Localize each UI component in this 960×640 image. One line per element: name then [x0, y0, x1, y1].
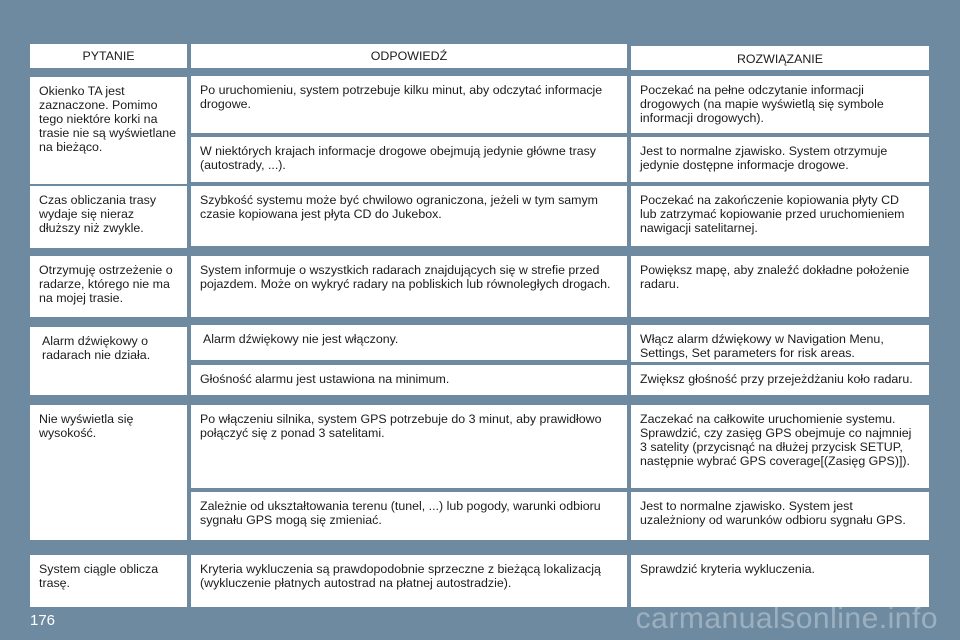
solution-cell: Powiększ mapę, aby znaleźć dokładne położenie radaru.	[631, 256, 929, 317]
answer-cell: Po włączeniu silnika, system GPS potrzebuje do 3 minut, aby prawidłowo połączyć się z ponad 3 satelitami.	[191, 405, 627, 488]
solution-cell: Poczekać na zakończenie kopiowania płyty CD lub zatrzymać kopiowanie przed uruchomieniem nawigacji satelitarnej.	[631, 186, 929, 246]
answer-cell: Kryteria wykluczenia są prawdopodobnie sprzeczne z bieżącą lokalizacją (wykluczenie płatnych autostrad na płatnej autostradzie).	[191, 555, 627, 607]
watermark: carmanualsonline.info	[635, 602, 938, 635]
solution-cell: Sprawdzić kryteria wykluczenia.	[631, 555, 929, 607]
page-number: 176	[30, 612, 56, 629]
solution-cell: Włącz alarm dźwiękowy w Navigation Menu, Settings, Set parameters for risk areas.	[631, 325, 929, 362]
question-cell: Okienko TA jest zaznaczone. Pomimo tego niektóre korki na trasie nie są wyświetlane na bieżąco.	[30, 77, 187, 184]
solution-cell: Zwiększ głośność przy przejeżdżaniu koło radaru.	[631, 365, 929, 395]
question-cell: System ciągle oblicza trasę.	[30, 555, 187, 607]
answer-cell: W niektórych krajach informacje drogowe obejmują jedynie główne trasy (autostrady, ...).	[191, 137, 627, 182]
answer-cell: System informuje o wszystkich radarach znajdujących się w strefie przed pojazdem. Może on wykryć radary na pobliskich lub równoległych drogach.	[191, 256, 627, 317]
solution-cell: Jest to normalne zjawisko. System jest uzależniony od warunków odbioru sygnału GPS.	[631, 492, 929, 540]
question-cell: Otrzymuję ostrzeżenie o radarze, którego nie ma na mojej trasie.	[30, 256, 187, 317]
answer-cell: Głośność alarmu jest ustawiona na minimum.	[191, 365, 627, 395]
answer-cell: Po uruchomieniu, system potrzebuje kilku minut, aby odczytać informacje drogowe.	[191, 76, 627, 133]
question-cell: Nie wyświetla się wysokość.	[30, 405, 187, 540]
header-question: PYTANIE	[30, 44, 187, 68]
header-answer: ODPOWIEDŹ	[191, 44, 627, 68]
solution-cell: Zaczekać na całkowite uruchomienie systemu. Sprawdzić, czy zasięg GPS obejmuje co najmniej 3 satelity (przycisnąć na dłużej przycisk SETUP, następnie wybrać GPS coverage[(Zasięg GPS)]).	[631, 405, 929, 488]
answer-cell: Alarm dźwiękowy nie jest włączony.	[191, 325, 627, 360]
question-cell: Alarm dźwiękowy o radarach nie działa.	[30, 327, 187, 395]
solution-cell: Poczekać na pełne odczytanie informacji drogowych (na mapie wyświetlą się symbole informacji drogowych).	[631, 76, 929, 133]
header-solution: ROZWIĄZANIE	[631, 46, 929, 70]
answer-cell: Zależnie od ukształtowania terenu (tunel, ...) lub pogody, warunki odbioru sygnału GPS mogą się zmieniać.	[191, 492, 627, 540]
solution-cell: Jest to normalne zjawisko. System otrzymuje jedynie dostępne informacje drogowe.	[631, 137, 929, 182]
answer-cell: Szybkość systemu może być chwilowo ograniczona, jeżeli w tym samym czasie kopiowana jest płyta CD do Jukebox.	[191, 186, 627, 246]
question-cell: Czas obliczania trasy wydaje się nieraz dłuższy niż zwykle.	[30, 186, 187, 248]
